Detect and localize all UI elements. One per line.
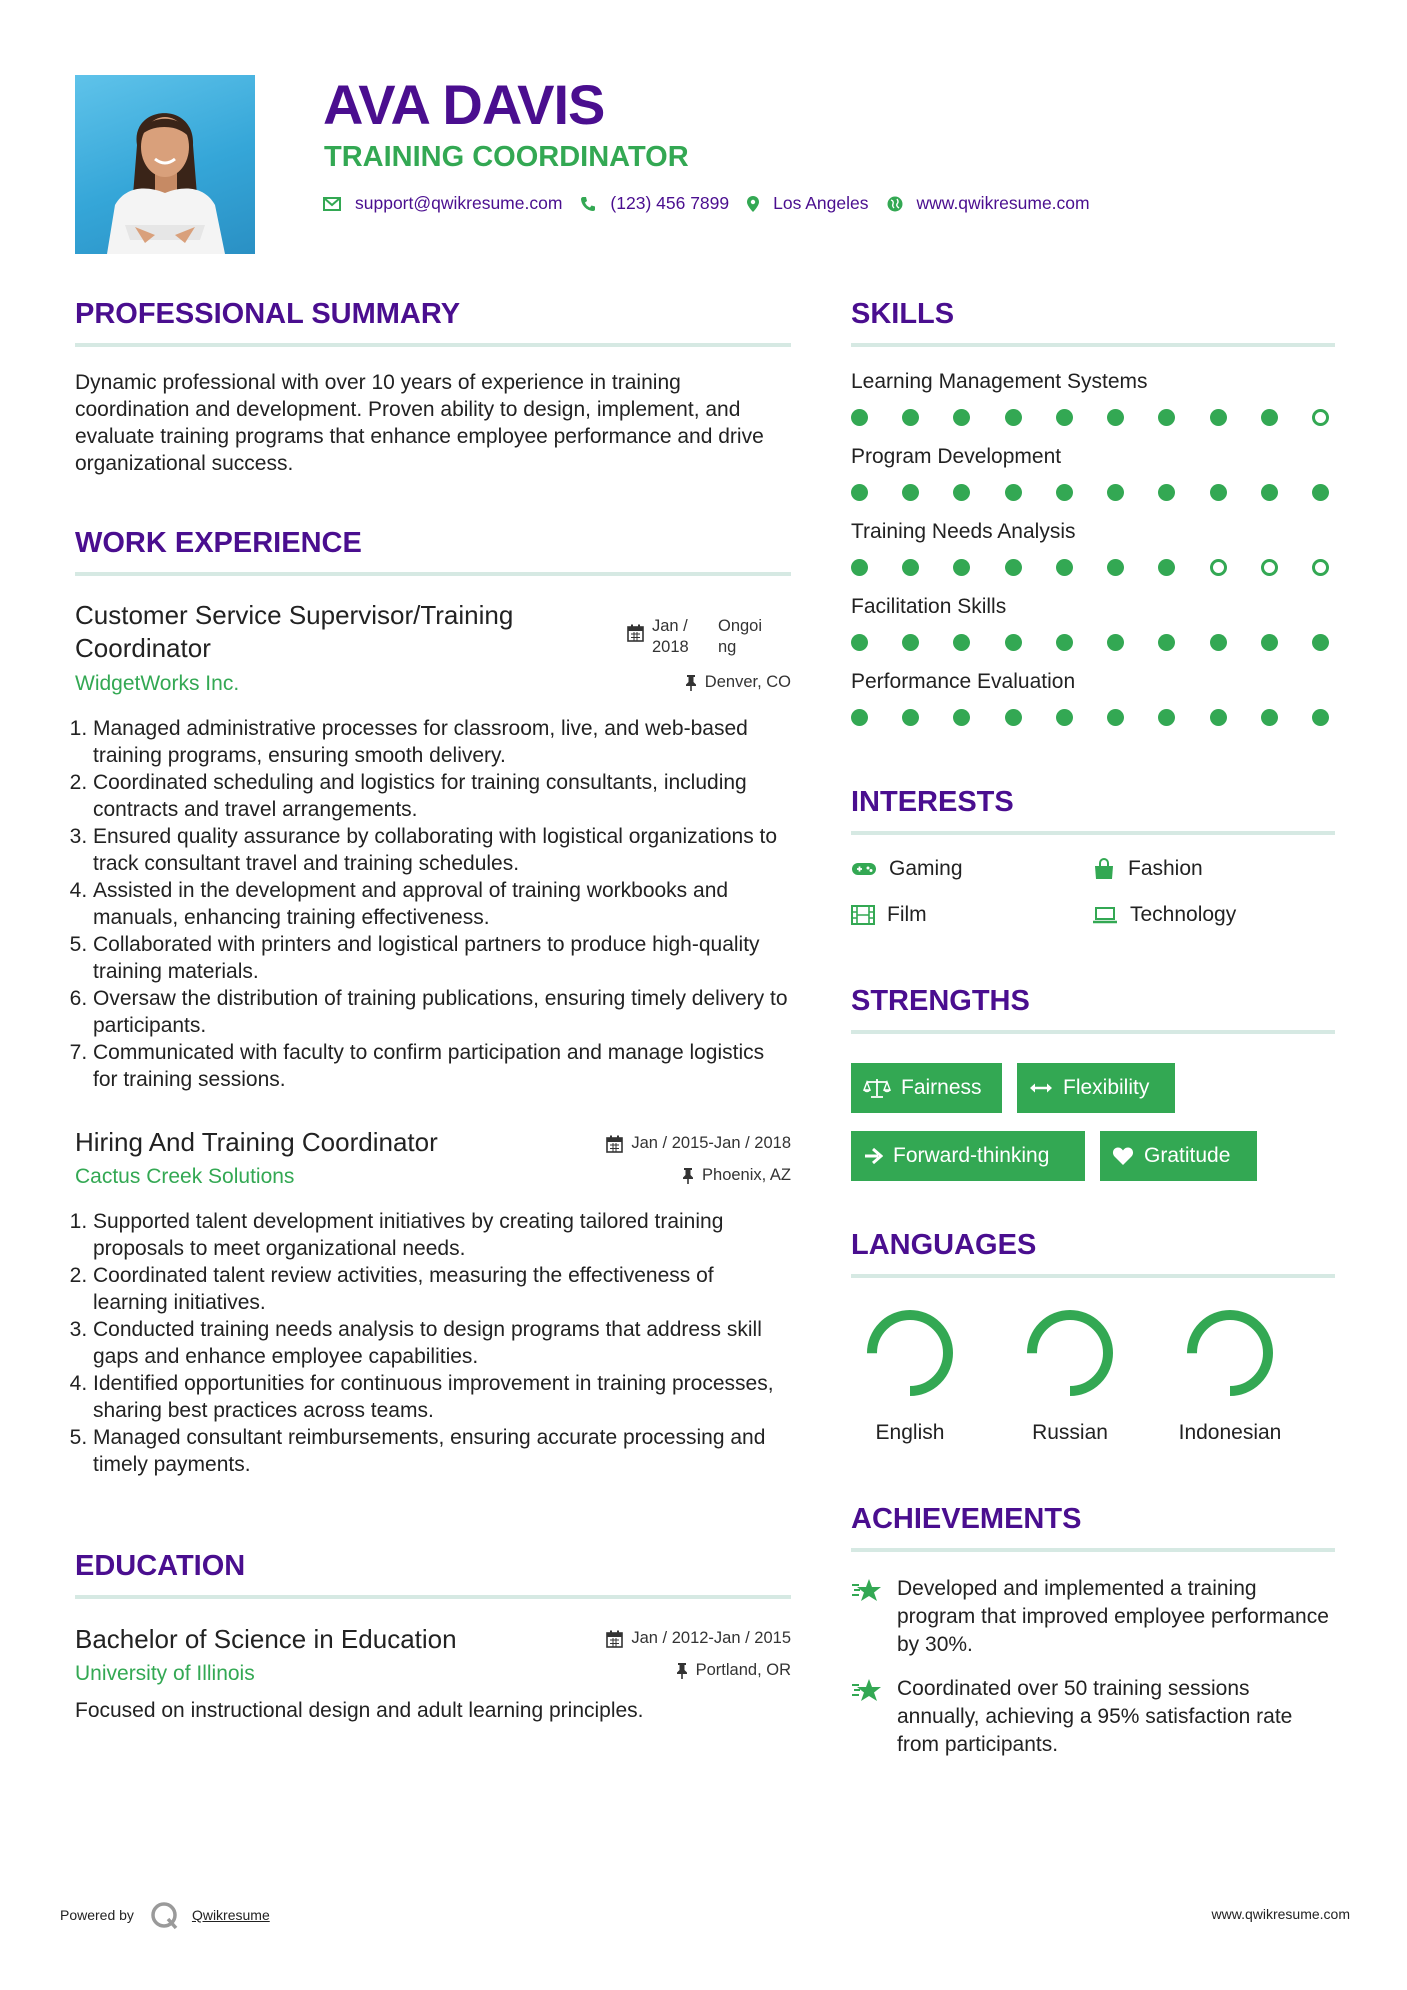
interest-gaming [851, 857, 963, 881]
degree-title: Bachelor of Science in Education [75, 1624, 457, 1654]
list-item: 7. Communicated with faculty to confirm participation and manage logistics for training sessions. [93, 1039, 791, 1093]
job-title: Hiring And Training Coordinator [75, 1127, 438, 1157]
film-icon [851, 905, 875, 925]
contact-bar [323, 193, 1108, 214]
interest-label: Technology [1130, 903, 1237, 926]
location-text: Los Angeles [773, 193, 869, 213]
calendar-icon [606, 1135, 623, 1153]
contact-location [747, 193, 868, 214]
job-dates [606, 1134, 791, 1153]
rating-dot-filled [953, 409, 970, 426]
education-section [75, 1549, 791, 1724]
summary-section [75, 297, 791, 477]
achievements-heading: ACHIEVEMENTS [851, 1503, 1082, 1535]
skill-row [851, 594, 1335, 669]
section-divider [75, 343, 791, 347]
job-date-text: Jan / 2015-Jan / 2018 [631, 1134, 791, 1152]
pin-icon [682, 1167, 694, 1184]
skill-rating [851, 559, 1329, 576]
globe-icon [887, 196, 903, 212]
achievements-section [851, 1502, 1335, 1552]
section-divider [75, 1595, 791, 1599]
job-title: Customer Service Supervisor/Training Coordinator [75, 600, 514, 663]
skill-row [851, 444, 1335, 519]
skills-section [851, 297, 1335, 744]
interest-fashion [1092, 857, 1203, 881]
job-location [685, 673, 791, 692]
job-date-end: Ongoing [718, 617, 763, 656]
interest-label: Film [887, 903, 927, 926]
section-divider [851, 1030, 1335, 1034]
rating-dot-filled [1056, 559, 1073, 576]
star-icon [851, 1677, 883, 1705]
list-item: 1. Managed administrative processes for classroom, live, and web-based training programs, ensuring smooth delivery. [93, 715, 791, 769]
strength-tag [851, 1063, 1002, 1113]
rating-dot-filled [851, 559, 868, 576]
shopping-bag-icon [1092, 858, 1116, 880]
pin-icon [685, 674, 697, 691]
section-divider [851, 831, 1335, 835]
experience-heading: WORK EXPERIENCE [75, 527, 362, 559]
skill-rating [851, 709, 1329, 726]
languages-heading: LANGUAGES [851, 1229, 1037, 1261]
achievement-item [851, 1675, 1335, 1759]
phone-icon [580, 196, 596, 212]
list-item: 2. Coordinated scheduling and logistics for training consultants, including contracts and travel arrangements. [93, 769, 791, 823]
job-location-text: Phoenix, AZ [702, 1166, 791, 1184]
interest-label: Gaming [889, 857, 963, 880]
experience-section [75, 526, 791, 576]
rating-dot-filled [1005, 634, 1022, 651]
job-entry [75, 1126, 791, 1478]
rating-dot-filled [1210, 484, 1227, 501]
list-item: 2. Coordinated talent review activities, measuring the effectiveness of learning initiatives. [93, 1262, 791, 1316]
rating-dot-filled [902, 409, 919, 426]
pin-icon [676, 1662, 688, 1679]
education-location-text: Portland, OR [695, 1661, 791, 1679]
list-item: 5. Collaborated with printers and logistical partners to produce high-quality training materials. [93, 931, 791, 985]
strengths-heading: STRENGTHS [851, 985, 1030, 1017]
rating-dot-filled [1005, 409, 1022, 426]
rating-dot-filled [1261, 634, 1278, 651]
contact-website[interactable] [887, 193, 1090, 214]
rating-dot-filled [851, 709, 868, 726]
strength-label: Forward-thinking [893, 1144, 1050, 1167]
language-label: Russian [1032, 1421, 1108, 1444]
rating-dot-filled [1312, 484, 1329, 501]
rating-dot-filled [1005, 709, 1022, 726]
job-company: Cactus Creek Solutions [75, 1165, 295, 1188]
section-divider [851, 1274, 1335, 1278]
website-text: www.qwikresume.com [916, 193, 1090, 213]
candidate-name: AVA DAVIS [323, 73, 605, 136]
skill-row [851, 669, 1335, 744]
rating-dot-filled [1005, 484, 1022, 501]
job-dates [627, 616, 770, 658]
section-divider [851, 1548, 1335, 1552]
skill-rating [851, 634, 1329, 651]
rating-dot-filled [851, 484, 868, 501]
skill-name: Facilitation Skills [851, 595, 1007, 618]
arrow-right-icon [863, 1147, 883, 1165]
strength-label: Gratitude [1144, 1144, 1231, 1167]
rating-dot-filled [1056, 484, 1073, 501]
skill-name: Learning Management Systems [851, 370, 1148, 393]
rating-dot-filled [1107, 559, 1124, 576]
rating-dot-filled [1107, 484, 1124, 501]
list-item: 6. Oversaw the distribution of training publications, ensuring timely delivery to participants. [93, 985, 791, 1039]
skill-row [851, 369, 1335, 444]
list-item: 3. Conducted training needs analysis to design programs that address skill gaps and enhance employee capabilities. [93, 1316, 791, 1370]
list-item: 5. Managed consultant reimbursements, ensuring accurate processing and timely payments. [93, 1424, 791, 1478]
education-description: Focused on instructional design and adult learning principles. [75, 1699, 644, 1722]
summary-text: Dynamic professional with over 10 years of experience in training coordination and development. Proven ability to design, implement, and evaluate training programs that enhance employee performance and drive organizational success. [75, 371, 764, 475]
rating-dot-filled [1056, 634, 1073, 651]
email-text: support@qwikresume.com [355, 193, 563, 213]
summary-heading: PROFESSIONAL SUMMARY [75, 298, 461, 330]
strength-tag [1017, 1063, 1175, 1113]
rating-dot-filled [851, 634, 868, 651]
education-date-text: Jan / 2012-Jan / 2015 [631, 1629, 791, 1647]
balance-scale-icon [863, 1078, 891, 1098]
arrows-horizontal-icon [1029, 1082, 1053, 1094]
rating-dot-filled [902, 709, 919, 726]
language-level-arc [872, 1315, 948, 1391]
rating-dot-empty [1312, 409, 1329, 426]
skill-name: Training Needs Analysis [851, 520, 1076, 543]
calendar-icon [606, 1630, 623, 1648]
footer-url[interactable]: www.qwikresume.com [1211, 1906, 1350, 1922]
job-entry [75, 599, 791, 1093]
language-level-arc [1032, 1315, 1108, 1391]
rating-dot-filled [1261, 409, 1278, 426]
rating-dot-filled [902, 484, 919, 501]
rating-dot-filled [1005, 559, 1022, 576]
section-divider [75, 572, 791, 576]
powered-by-text: Powered by [60, 1907, 134, 1923]
language-gauge [1023, 1306, 1117, 1400]
strength-tag [851, 1131, 1085, 1181]
calendar-icon [627, 624, 644, 642]
interest-technology [1092, 903, 1236, 927]
strength-label: Fairness [901, 1076, 982, 1099]
rating-dot-filled [953, 484, 970, 501]
map-marker-icon [747, 196, 759, 212]
strength-label: Flexibility [1063, 1076, 1150, 1099]
education-heading: EDUCATION [75, 1550, 246, 1582]
list-item: 1. Supported talent development initiatives by creating tailored training proposals to meet organizational needs. [93, 1208, 791, 1262]
footer-powered-by [60, 1900, 270, 1930]
rating-dot-empty [1261, 559, 1278, 576]
job-location-text: Denver, CO [704, 673, 791, 691]
rating-dot-filled [1210, 634, 1227, 651]
rating-dot-filled [953, 634, 970, 651]
languages-section [851, 1228, 1335, 1278]
rating-dot-filled [1056, 709, 1073, 726]
heart-icon [1112, 1146, 1134, 1166]
rating-dot-filled [1158, 559, 1175, 576]
rating-dot-filled [902, 634, 919, 651]
job-company: WidgetWorks Inc. [75, 672, 240, 695]
rating-dot-filled [1210, 409, 1227, 426]
education-location [676, 1661, 791, 1680]
education-dates [606, 1629, 791, 1648]
rating-dot-filled [953, 709, 970, 726]
laptop-icon [1092, 906, 1118, 924]
rating-dot-filled [1210, 709, 1227, 726]
skills-heading: SKILLS [851, 298, 955, 330]
rating-dot-filled [1158, 484, 1175, 501]
achievement-text: Developed and implemented a training program that improved employee performance by 30%. [897, 1577, 1329, 1656]
strength-tag [1100, 1131, 1257, 1181]
profile-photo [75, 75, 255, 254]
language-label: Indonesian [1178, 1421, 1282, 1444]
job-bullets [75, 1208, 791, 1478]
rating-dot-filled [1107, 709, 1124, 726]
rating-dot-filled [953, 559, 970, 576]
skills-list [851, 369, 1335, 744]
footer-brand-link[interactable]: Qwikresume [191, 1907, 270, 1923]
interests-section [851, 785, 1335, 835]
interest-film [851, 903, 927, 927]
rating-dot-filled [902, 559, 919, 576]
skill-name: Performance Evaluation [851, 670, 1076, 693]
star-icon [851, 1577, 883, 1605]
rating-dot-filled [1158, 709, 1175, 726]
rating-dot-filled [851, 409, 868, 426]
qwikresume-logo-icon [148, 1900, 182, 1930]
phone-text: (123) 456 7899 [610, 193, 730, 213]
rating-dot-filled [1056, 409, 1073, 426]
strengths-section [851, 984, 1335, 1034]
list-item: 4. Identified opportunities for continuous improvement in training processes, sharing best practices across teams. [93, 1370, 791, 1424]
rating-dot-filled [1312, 709, 1329, 726]
rating-dot-filled [1312, 634, 1329, 651]
skill-rating [851, 409, 1329, 426]
rating-dot-filled [1158, 409, 1175, 426]
rating-dot-filled [1261, 709, 1278, 726]
language-level-arc [1192, 1315, 1268, 1391]
candidate-title: TRAINING COORDINATOR [324, 141, 689, 173]
rating-dot-empty [1312, 559, 1329, 576]
envelope-icon [323, 197, 341, 211]
achievement-text: Coordinated over 50 training sessions annually, achieving a 95% satisfaction rate from participants. [897, 1677, 1293, 1756]
rating-dot-filled [1107, 634, 1124, 651]
skill-name: Program Development [851, 445, 1062, 468]
rating-dot-filled [1158, 634, 1175, 651]
job-location [682, 1166, 791, 1185]
language-gauge [863, 1306, 957, 1400]
job-bullets [75, 715, 791, 1093]
achievement-item [851, 1575, 1335, 1659]
interests-heading: INTERESTS [851, 786, 1014, 818]
contact-phone[interactable] [580, 193, 729, 214]
language-gauge [1183, 1306, 1277, 1400]
list-item: 4. Assisted in the development and approval of training workbooks and manuals, enhancing training effectiveness. [93, 877, 791, 931]
rating-dot-empty [1210, 559, 1227, 576]
rating-dot-filled [1107, 409, 1124, 426]
language-label: English [875, 1421, 945, 1444]
interest-label: Fashion [1128, 857, 1203, 880]
skill-row [851, 519, 1335, 594]
job-date-start: Jan / 2018 [652, 617, 689, 656]
list-item: 3. Ensured quality assurance by collaborating with logistical organizations to track consultant travel and training schedules. [93, 823, 791, 877]
school-name: University of Illinois [75, 1662, 255, 1685]
section-divider [851, 343, 1335, 347]
rating-dot-filled [1261, 484, 1278, 501]
gamepad-icon [851, 861, 877, 877]
skill-rating [851, 484, 1329, 501]
contact-email[interactable] [323, 193, 562, 214]
